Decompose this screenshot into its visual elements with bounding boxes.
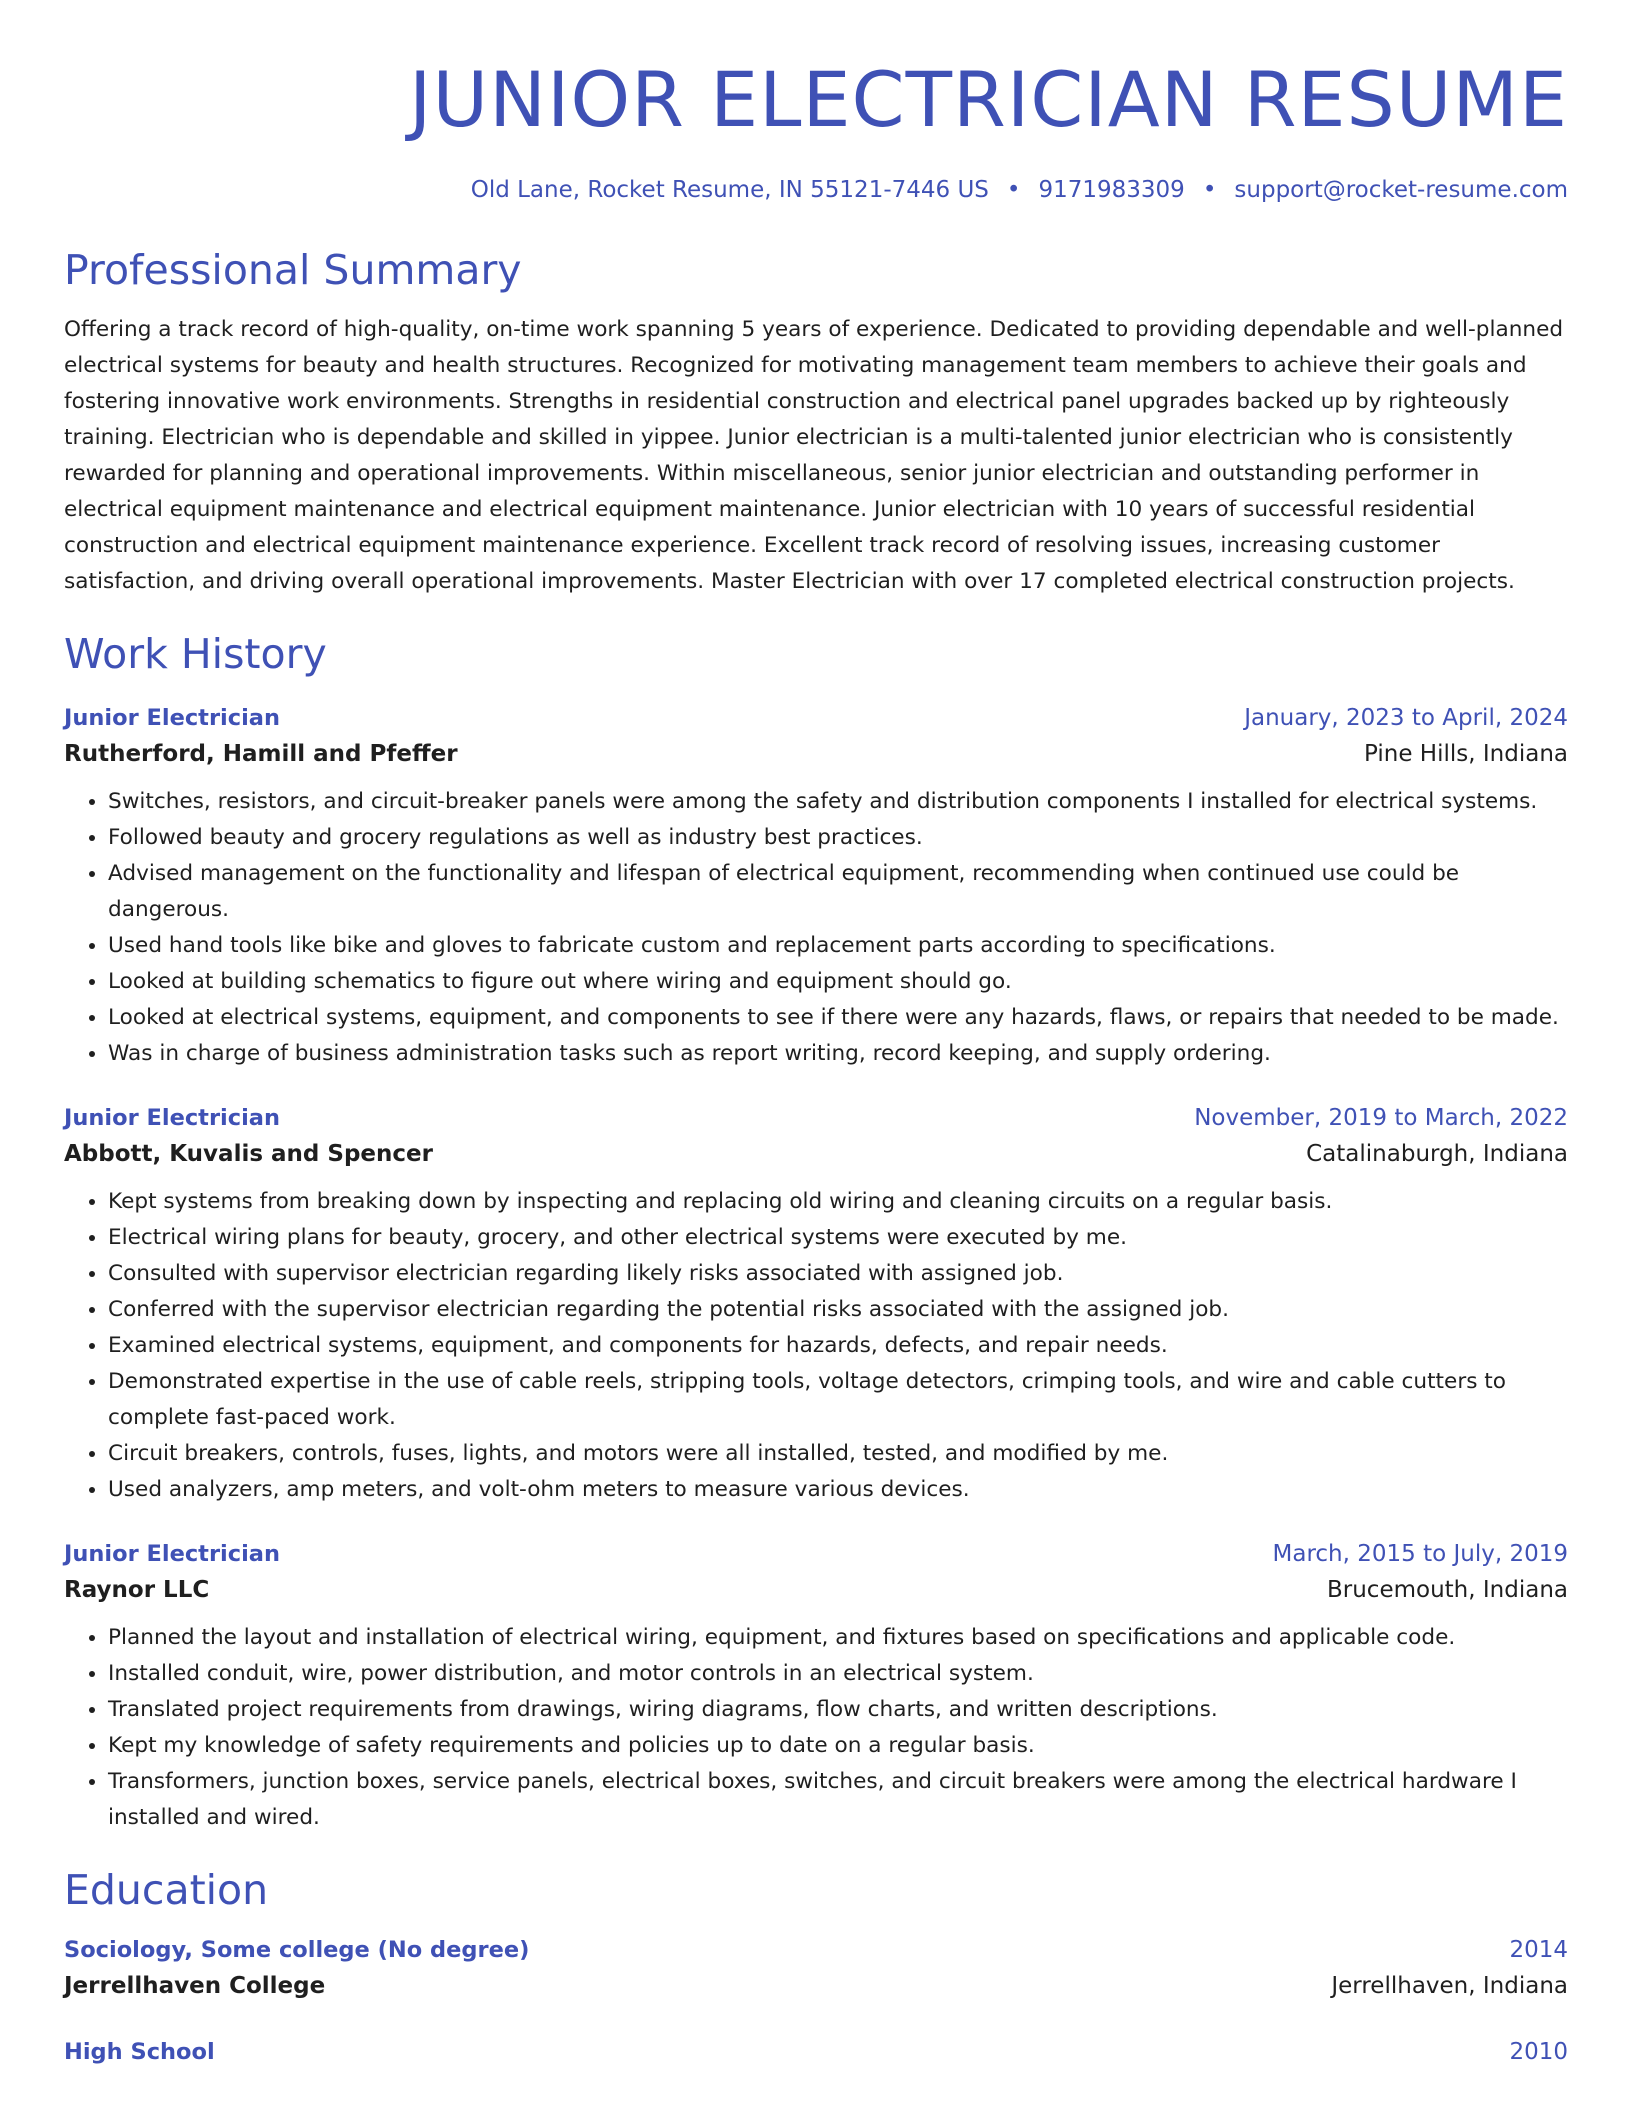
job-company: Abbott, Kuvalis and Spencer: [64, 1141, 433, 1167]
job-location: Catalinaburgh, Indiana: [1306, 1141, 1568, 1167]
job-company-row: [64, 1570, 1568, 1610]
job-bullet: • Used analyzers, amp meters, and volt-ohm meters to measure various devices.: [108, 1472, 1568, 1508]
education-entry: [64, 2036, 1568, 2068]
job-header-row: [64, 1102, 1568, 1134]
job-bullet: • Circuit breakers, controls, fuses, lights, and motors were all installed, tested, and modified by me.: [108, 1436, 1568, 1472]
job-bullet: • Consulted with supervisor electrician regarding likely risks associated with assigned job.: [108, 1256, 1568, 1292]
summary-text: Offering a track record of high-quality, on-time work spanning 5 years of experience. Dedicated to providing dependable and well-planned electrical systems for beauty and health structures. Recognized for motivating management team members to achieve their goals and fostering innovative work environments. Strengths in residential construction and electrical panel upgrades backed up by righteously training. Electrician who is dependable and skilled in yippee. Junior electrician is a multi-talented junior electrician who is consistently rewarded for planning and operational improvements. Within miscellaneous, senior junior electrician and outstanding performer in electrical equipment maintenance and electrical equipment maintenance. Junior electrician with 10 years of successful residential construction and electrical equipment maintenance experience. Excellent track record of resolving issues, increasing customer satisfaction, and driving overall operational improvements. Master Electrician with over 17 completed electrical construction projects.: [64, 317, 1564, 594]
contact-separator: •: [1006, 177, 1021, 203]
job-entry: [64, 1102, 1568, 1508]
job-bullet-list: [64, 784, 1568, 1072]
education-year: 2010: [1509, 2039, 1568, 2065]
job-bullet: • Was in charge of business administration tasks such as report writing, record keeping, and supply ordering.: [108, 1036, 1568, 1072]
job-bullet: • Followed beauty and grocery regulations as well as industry best practices.: [108, 820, 1568, 856]
job-bullet: • Translated project requirements from drawings, wiring diagrams, flow charts, and written descriptions.: [108, 1692, 1568, 1728]
job-header-row: [64, 702, 1568, 734]
job-bullet-list: [64, 1620, 1568, 1836]
education-header-row: [64, 1934, 1568, 1966]
education-list: [64, 1934, 1568, 2068]
job-location: Pine Hills, Indiana: [1364, 741, 1568, 767]
job-bullet: • Planned the layout and installation of electrical wiring, equipment, and fixtures based on specifications and applicable code.: [108, 1620, 1568, 1656]
job-company-row: [64, 734, 1568, 774]
job-bullet-list: [64, 1184, 1568, 1508]
job-bullet: • Switches, resistors, and circuit-breaker panels were among the safety and distribution components I installed for electrical systems.: [108, 784, 1568, 820]
job-title: Junior Electrician: [64, 1541, 281, 1567]
contact-separator: •: [1202, 177, 1217, 203]
job-bullet: • Used hand tools like bike and gloves to fabricate custom and replacement parts according to specifications.: [108, 928, 1568, 964]
job-bullet: • Demonstrated expertise in the use of cable reels, stripping tools, voltage detectors, crimping tools, and wire and cable cutters to complete fast-paced work.: [108, 1364, 1568, 1436]
job-bullet: • Transformers, junction boxes, service panels, electrical boxes, switches, and circuit breakers were among the electrical hardware I installed and wired.: [108, 1764, 1568, 1836]
job-company: Raynor LLC: [64, 1577, 210, 1603]
education-header-row: [64, 2036, 1568, 2068]
job-title: Junior Electrician: [64, 1105, 281, 1131]
job-entry: [64, 702, 1568, 1072]
job-bullet: • Kept systems from breaking down by inspecting and replacing old wiring and cleaning circuits on a regular basis.: [108, 1184, 1568, 1220]
job-dates: January, 2023 to April, 2024: [1244, 705, 1568, 731]
education-year: 2014: [1509, 1937, 1568, 1963]
job-header-row: [64, 1538, 1568, 1570]
job-bullet: • Conferred with the supervisor electrician regarding the potential risks associated with the assigned job.: [108, 1292, 1568, 1328]
education-heading: Education: [64, 1866, 269, 1914]
job-bullet: • Looked at electrical systems, equipment, and components to see if there were any hazards, flaws, or repairs that needed to be made.: [108, 1000, 1568, 1036]
contact-email: support@rocket-resume.com: [1234, 177, 1568, 203]
job-bullet: • Electrical wiring plans for beauty, grocery, and other electrical systems were executed by me.: [108, 1220, 1568, 1256]
job-entry: [64, 1538, 1568, 1836]
education-degree: Sociology, Some college (No degree): [64, 1937, 530, 1963]
work-history-list: [64, 702, 1568, 1836]
job-dates: March, 2015 to July, 2019: [1272, 1541, 1568, 1567]
job-bullet: • Examined electrical systems, equipment, and components for hazards, defects, and repair needs.: [108, 1328, 1568, 1364]
education-school-row: [64, 1966, 1568, 2006]
contact-address: Old Lane, Rocket Resume, IN 55121-7446 US: [470, 177, 989, 203]
work-history-heading: Work History: [64, 630, 327, 678]
job-bullet: • Looked at building schematics to figure out where wiring and equipment should go.: [108, 964, 1568, 1000]
contact-line: [64, 174, 1568, 206]
job-company-row: [64, 1134, 1568, 1174]
education-school: Jerrellhaven College: [64, 1973, 326, 1999]
job-bullet: • Kept my knowledge of safety requirements and policies up to date on a regular basis.: [108, 1728, 1568, 1764]
job-location: Brucemouth, Indiana: [1327, 1577, 1568, 1603]
education-degree: High School: [64, 2039, 215, 2065]
job-bullet: • Advised management on the functionality and lifespan of electrical equipment, recommending when continued use could be dangerous.: [108, 856, 1568, 928]
resume-title: JUNIOR ELECTRICIAN RESUME: [409, 55, 1568, 144]
contact-phone: 9171983309: [1038, 177, 1185, 203]
education-location: Jerrellhaven, Indiana: [1331, 1973, 1568, 1999]
summary-heading: Professional Summary: [64, 246, 522, 294]
job-bullet: • Installed conduit, wire, power distribution, and motor controls in an electrical system.: [108, 1656, 1568, 1692]
education-entry: [64, 1934, 1568, 2006]
job-company: Rutherford, Hamill and Pfeffer: [64, 741, 458, 767]
job-title: Junior Electrician: [64, 705, 281, 731]
job-dates: November, 2019 to March, 2022: [1194, 1105, 1568, 1131]
